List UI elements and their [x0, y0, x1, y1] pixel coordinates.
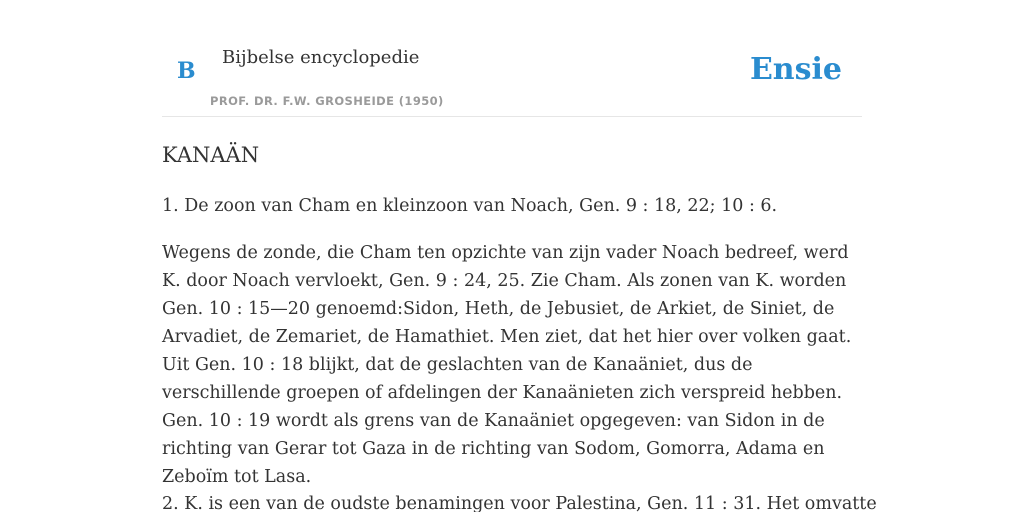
book-title-link[interactable]: Bijbelse encyclopedie: [222, 47, 420, 68]
page: [162, 0, 877, 512]
header: [162, 0, 862, 117]
article-title: KANAÄN: [162, 143, 260, 167]
article-paragraph: Wegens de zonde, die Cham ten opzichte van zijn vader Noach bedreef, werd K. door Noach vervloekt, Gen. 9 : 24, 25. Zie Cham. Als zonen van K. worden Gen. 10 : 15—20 genoemd:Sidon, Heth, de Jebusiet, de Arkiet, de Siniet, de Arvadiet, de Zemariet, de Hamathiet. Men ziet, dat het hier over volken gaat. Uit Gen. 10 : 18 blijkt, dat de geslachten van de Kanaäniet, dus de verschillende groepen of afdelingen der Kanaänieten zich verspreid hebben. Gen. 10 : 19 wordt als grens van de Kanaäniet opgegeven: van Sidon in de richting van Gerar tot Gaza in de richting van Sodom, Gomorra, Adama en Zeboïm tot Lasa.: [162, 243, 852, 487]
book-author: PROF. DR. F.W. GROSHEIDE (1950): [210, 94, 444, 108]
brand-logo-link[interactable]: Ensie: [749, 52, 842, 87]
article-paragraph: 2. K. is een van de oudste benamingen voor Palestina, Gen. 11 : 31. Het omvatte: [162, 494, 877, 512]
book-logo[interactable]: B: [177, 58, 196, 84]
article-paragraph: 1. De zoon van Cham en kleinzoon van Noach, Gen. 9 : 18, 22; 10 : 6.: [162, 196, 778, 216]
